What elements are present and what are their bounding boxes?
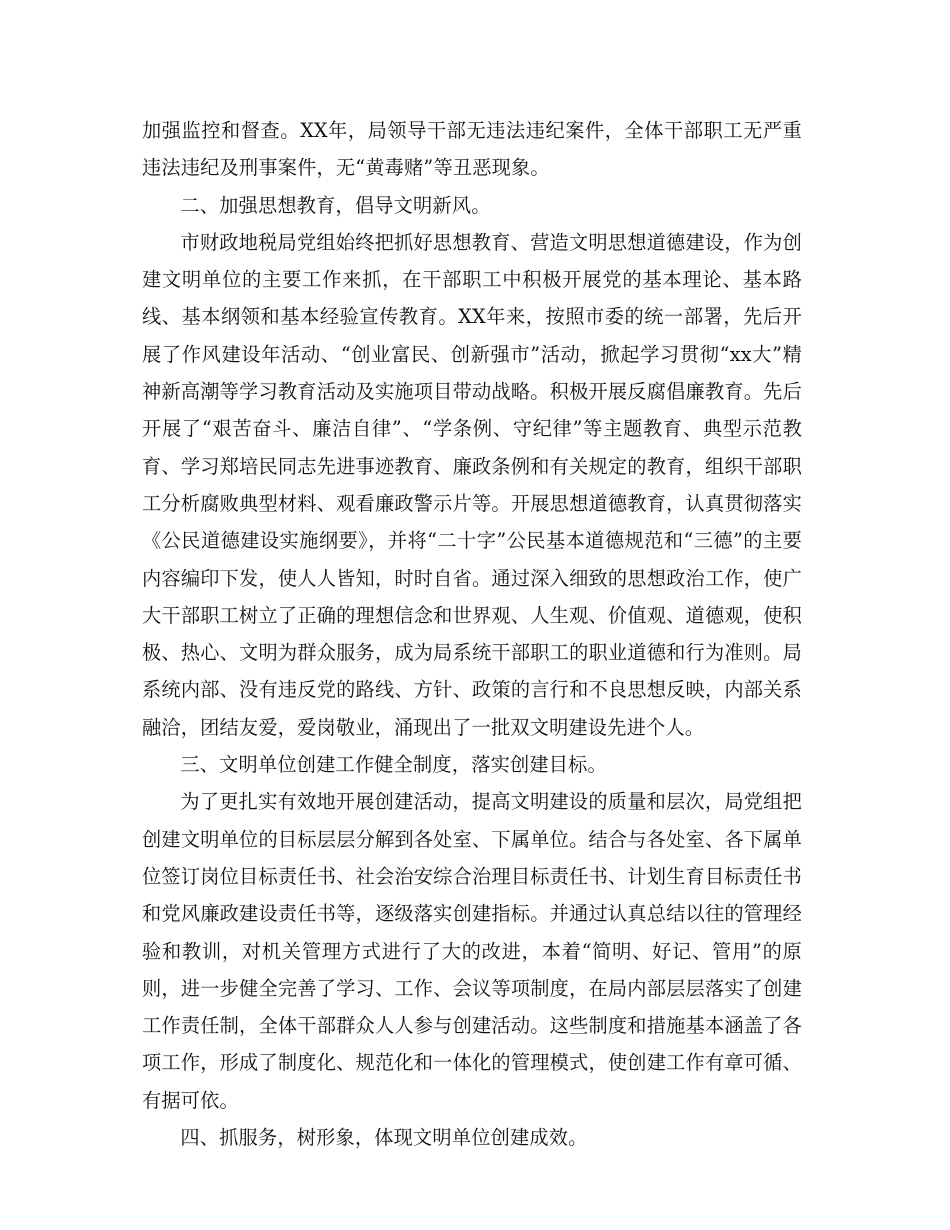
document-body <box>142 112 802 1156</box>
paragraph-thought-education: 市财政地税局党组始终把抓好思想教育、营造文明思想道德建设，作为创建文明单位的主要工作来抓，在干部职工中积极开展党的基本理论、基本路线、基本纲领和基本经验宣传教育。XX年来，按照市委的统一部署，先后开展了作风建设年活动、“创业富民、创新强市”活动，掀起学习贯彻“xx大”精神新高潮等学习教育活动及实施项目带动战略。积极开展反腐倡廉教育。先后开展了“艰苦奋斗、廉洁自律”、“学条例、守纪律”等主题教育、典型示范教育、学习郑培民同志先进事迹教育、廉政条例和有关规定的教育，组织干部职工分析腐败典型材料、观看廉政警示片等。开展思想道德教育，认真贯彻落实《公民道德建设实施纲要》，并将“二十字”公民基本道德规范和“三德”的主要内容编印下发，使人人皆知，时时自省。通过深入细致的思想政治工作，使广大干部职工树立了正确的理想信念和世界观、人生观、价值观、道德观，使积极、热心、文明为群众服务，成为局系统干部职工的职业道德和行为准则。局系统内部、没有违反党的路线、方针、政策的言行和不良思想反映，内部关系融洽，团结友爱，爱岗敬业，涌现出了一批双文明建设先进个人。 <box>142 230 802 739</box>
section-heading-3: 三、文明单位创建工作健全制度，落实创建目标。 <box>180 753 607 777</box>
paragraph-continuation: 加强监控和督查。XX年，局领导干部无违法违纪案件，全体干部职工无严重违法违纪及刑事案件，无“黄毒赌”等丑恶现象。 <box>142 119 802 180</box>
paragraph-system-building: 为了更扎实有效地开展创建活动，提高文明建设的质量和层次，局党组把创建文明单位的目标层层分解到各处室、下属单位。结合与各处室、各下属单位签订岗位目标责任书、社会治安综合治理目标责任书、计划生育目标责任书和党风廉政建设责任书等，逐级落实创建指标。并通过认真总结以往的管理经验和教训，对机关管理方式进行了大的改进，本着“简明、好记、管用”的原则，进一步健全完善了学习、工作、会议等项制度，在局内部层层落实了创建工作责任制，全体干部群众人人参与创建活动。这些制度和措施基本涵盖了各项工作，形成了制度化、规范化和一体化的管理模式，使创建工作有章可循、有据可依。 <box>142 790 802 1112</box>
section-heading-4: 四、抓服务，树形象，体现文明单位创建成效。 <box>180 1126 588 1150</box>
section-heading-2: 二、加强思想教育，倡导文明新风。 <box>180 193 491 217</box>
